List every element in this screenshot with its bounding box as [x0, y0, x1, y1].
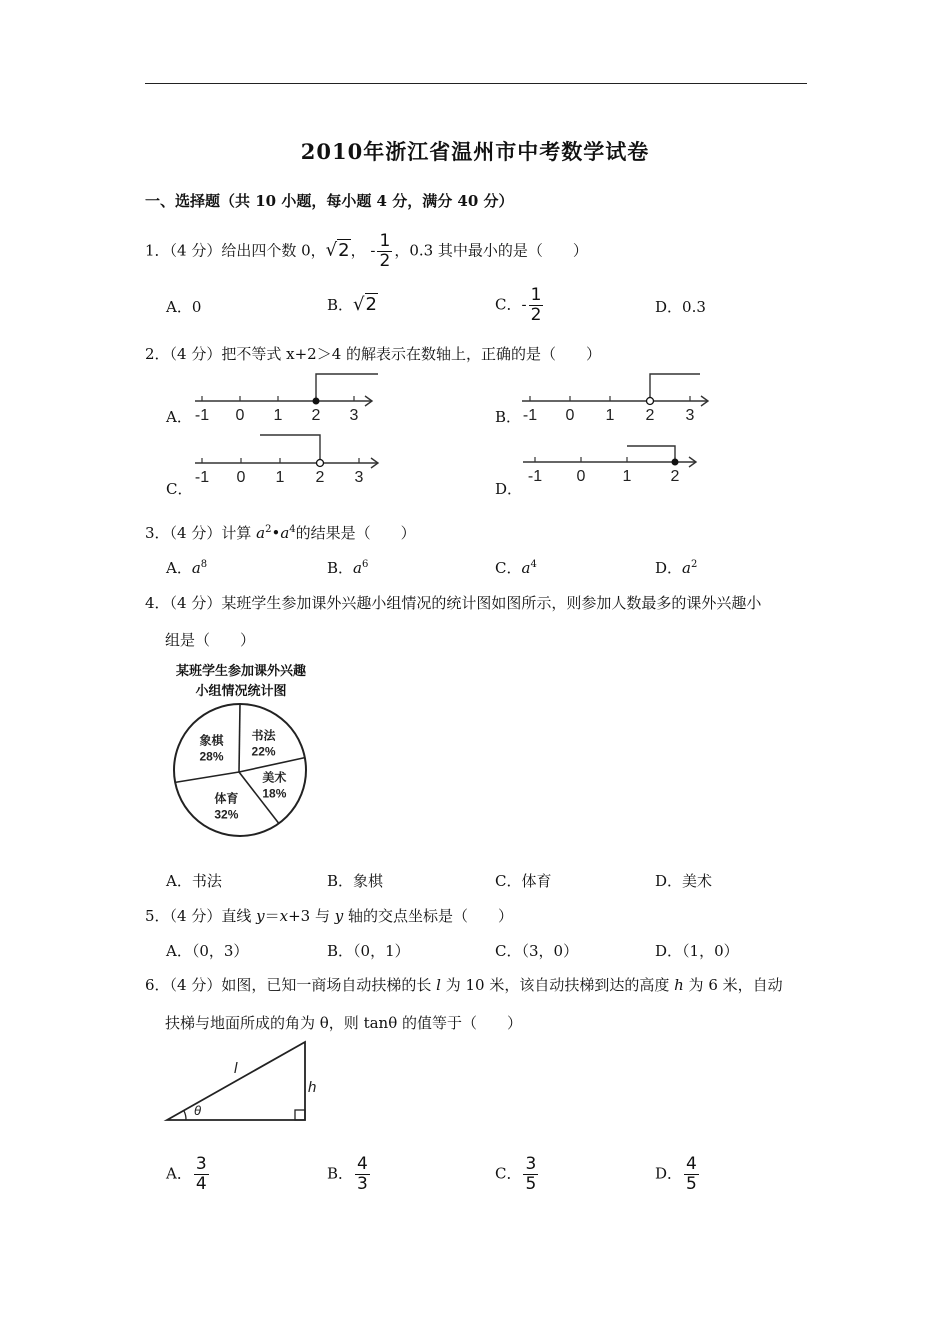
question-6-line1: 6．（4 分）如图，已知一商场自动扶梯的长 l 为 10 米，该自动扶梯到达的高度 h 为 6 米，自动	[145, 976, 783, 994]
question-6-line2: 扶梯与地面所成的角为 θ，则 tanθ 的值等于（ ）	[165, 1014, 522, 1032]
header-rule	[145, 83, 807, 84]
q2-option-c[interactable]: C．	[166, 480, 193, 498]
open-point	[317, 460, 324, 467]
question-1: 1．（4 分）给出四个数 0，√2， - $\frac{1}{2}$ ，0.3 其中最小的是（ ）	[145, 231, 588, 271]
tick-label: 0	[235, 407, 245, 424]
tick-label: 3	[685, 407, 695, 424]
filled-point	[672, 459, 679, 466]
q2-numberline-c	[190, 430, 390, 492]
q3-option-a[interactable]: A．$a^8$	[166, 559, 208, 577]
label-l: l	[234, 1060, 238, 1077]
section-heading: 一、选择题（共 10 小题，每小题 4 分，满分 40 分）	[145, 192, 514, 210]
tick-label: 1	[275, 469, 285, 486]
tick-label: 0	[236, 469, 246, 486]
q4-option-d[interactable]: D．美术	[655, 872, 713, 890]
q1-fraction: $\frac{1}{2}$	[379, 231, 391, 271]
pie-slice-percent: 22%	[251, 744, 276, 759]
label-theta: θ	[194, 1103, 202, 1118]
q6-option-d[interactable]: D． $\frac{4}{5}$	[655, 1154, 697, 1194]
tick-label: 3	[354, 469, 364, 486]
q5-option-d[interactable]: D．（1，0）	[655, 942, 739, 960]
q6-c-fraction: $\frac{3}{5}$	[525, 1154, 537, 1194]
tick-label: 1	[273, 407, 283, 424]
pie-slice-percent: 32%	[214, 807, 239, 822]
tick-label: -1	[194, 469, 210, 486]
tick-label: 2	[315, 469, 325, 486]
q4-option-a[interactable]: A．书法	[166, 872, 222, 890]
pie-slice-label: 美术	[262, 770, 287, 785]
q6-b-fraction: $\frac{4}{3}$	[357, 1154, 368, 1194]
escalator-triangle-figure	[160, 1035, 330, 1130]
q5-option-a[interactable]: A．（0，3）	[166, 942, 249, 960]
q3-option-c[interactable]: C．$a^4$	[495, 559, 537, 577]
tick-label: -1	[527, 468, 543, 485]
label-h: h	[308, 1079, 317, 1096]
q2-option-b[interactable]: B．	[495, 408, 522, 426]
pie-slice-label: 书法	[251, 728, 276, 743]
tick-label: 1	[605, 407, 615, 424]
question-4-line2: 组是（ ）	[165, 631, 256, 649]
page-title: 2010年浙江省温州市中考数学试卷	[300, 139, 650, 164]
q3-option-d[interactable]: D．$a^2$	[655, 559, 698, 577]
q2-numberline-b	[520, 368, 720, 428]
tick-label: 0	[576, 468, 586, 485]
filled-point	[313, 398, 320, 405]
q2-option-d[interactable]: D．	[495, 480, 523, 498]
q6-option-c[interactable]: C． $\frac{3}{5}$	[495, 1154, 537, 1194]
q5-option-c[interactable]: C．（3，0）	[495, 942, 579, 960]
tick-label: 2	[311, 407, 321, 424]
open-point	[647, 398, 654, 405]
tick-label: 2	[670, 468, 680, 485]
q6-option-a[interactable]: A． $\frac{3}{4}$	[166, 1154, 207, 1194]
pie-slice-percent: 28%	[199, 749, 224, 764]
q4-option-c[interactable]: C．体育	[495, 872, 552, 890]
q2-numberline-d	[520, 440, 710, 492]
tick-label: 2	[645, 407, 655, 424]
right-angle-mark	[295, 1110, 305, 1120]
q1-option-d[interactable]: D．0.3	[655, 298, 706, 316]
q1-sqrt: √2	[325, 239, 350, 261]
q6-d-fraction: $\frac{4}{5}$	[686, 1154, 697, 1194]
pie-slice-label: 象棋	[199, 733, 224, 748]
pie-slice-divider	[239, 704, 240, 772]
chart-title-line2: 小组情况统计图	[195, 684, 287, 699]
q1-c-fraction: $\frac{1}{2}$	[530, 285, 542, 325]
q2-option-a[interactable]: A．	[166, 408, 192, 426]
pie-slice-label: 体育	[214, 791, 239, 806]
q1-option-b[interactable]: B．√2	[327, 294, 377, 315]
q6-a-fraction: $\frac{3}{4}$	[195, 1154, 207, 1194]
q1-text-suffix: ，0.3 其中最小的是（ ）	[394, 241, 588, 260]
chart-title-line1: 某班学生参加课外兴趣	[175, 664, 306, 679]
q1-option-a[interactable]: A．0	[166, 298, 202, 316]
triangle	[167, 1042, 305, 1120]
tick-label: -1	[522, 407, 538, 424]
tick-label: 3	[349, 407, 359, 424]
pie-chart	[160, 698, 320, 848]
q3-option-b[interactable]: B．$a^6$	[327, 559, 369, 577]
q1-text-prefix: 1．（4 分）给出四个数 0，	[145, 241, 326, 260]
tick-label: -1	[194, 407, 210, 424]
question-3: 3．（4 分）计算 $a^2•a^4$的结果是（ ）	[145, 524, 416, 542]
tick-label: 1	[622, 468, 632, 485]
pie-slice-percent: 18%	[262, 786, 287, 801]
q5-option-b[interactable]: B．（0，1）	[327, 942, 410, 960]
question-2: 2．（4 分）把不等式 x+2＞4 的解表示在数轴上，正确的是（ ）	[145, 345, 602, 363]
q1-b-sqrt: √2	[353, 294, 377, 315]
question-4-line1: 4．（4 分）某班学生参加课外兴趣小组情况的统计图如图所示，则参加人数最多的课外兴趣小	[145, 594, 762, 612]
q6-option-b[interactable]: B． $\frac{4}{3}$	[327, 1154, 368, 1194]
angle-arc	[184, 1111, 186, 1120]
question-5: 5．（4 分）直线 y＝x+3 与 y 轴的交点坐标是（ ）	[145, 907, 514, 925]
q2-numberline-a	[190, 368, 390, 428]
q1-option-c[interactable]: C．- $\frac{1}{2}$	[495, 285, 542, 325]
q4-option-b[interactable]: B．象棋	[327, 872, 384, 890]
tick-label: 0	[565, 407, 575, 424]
